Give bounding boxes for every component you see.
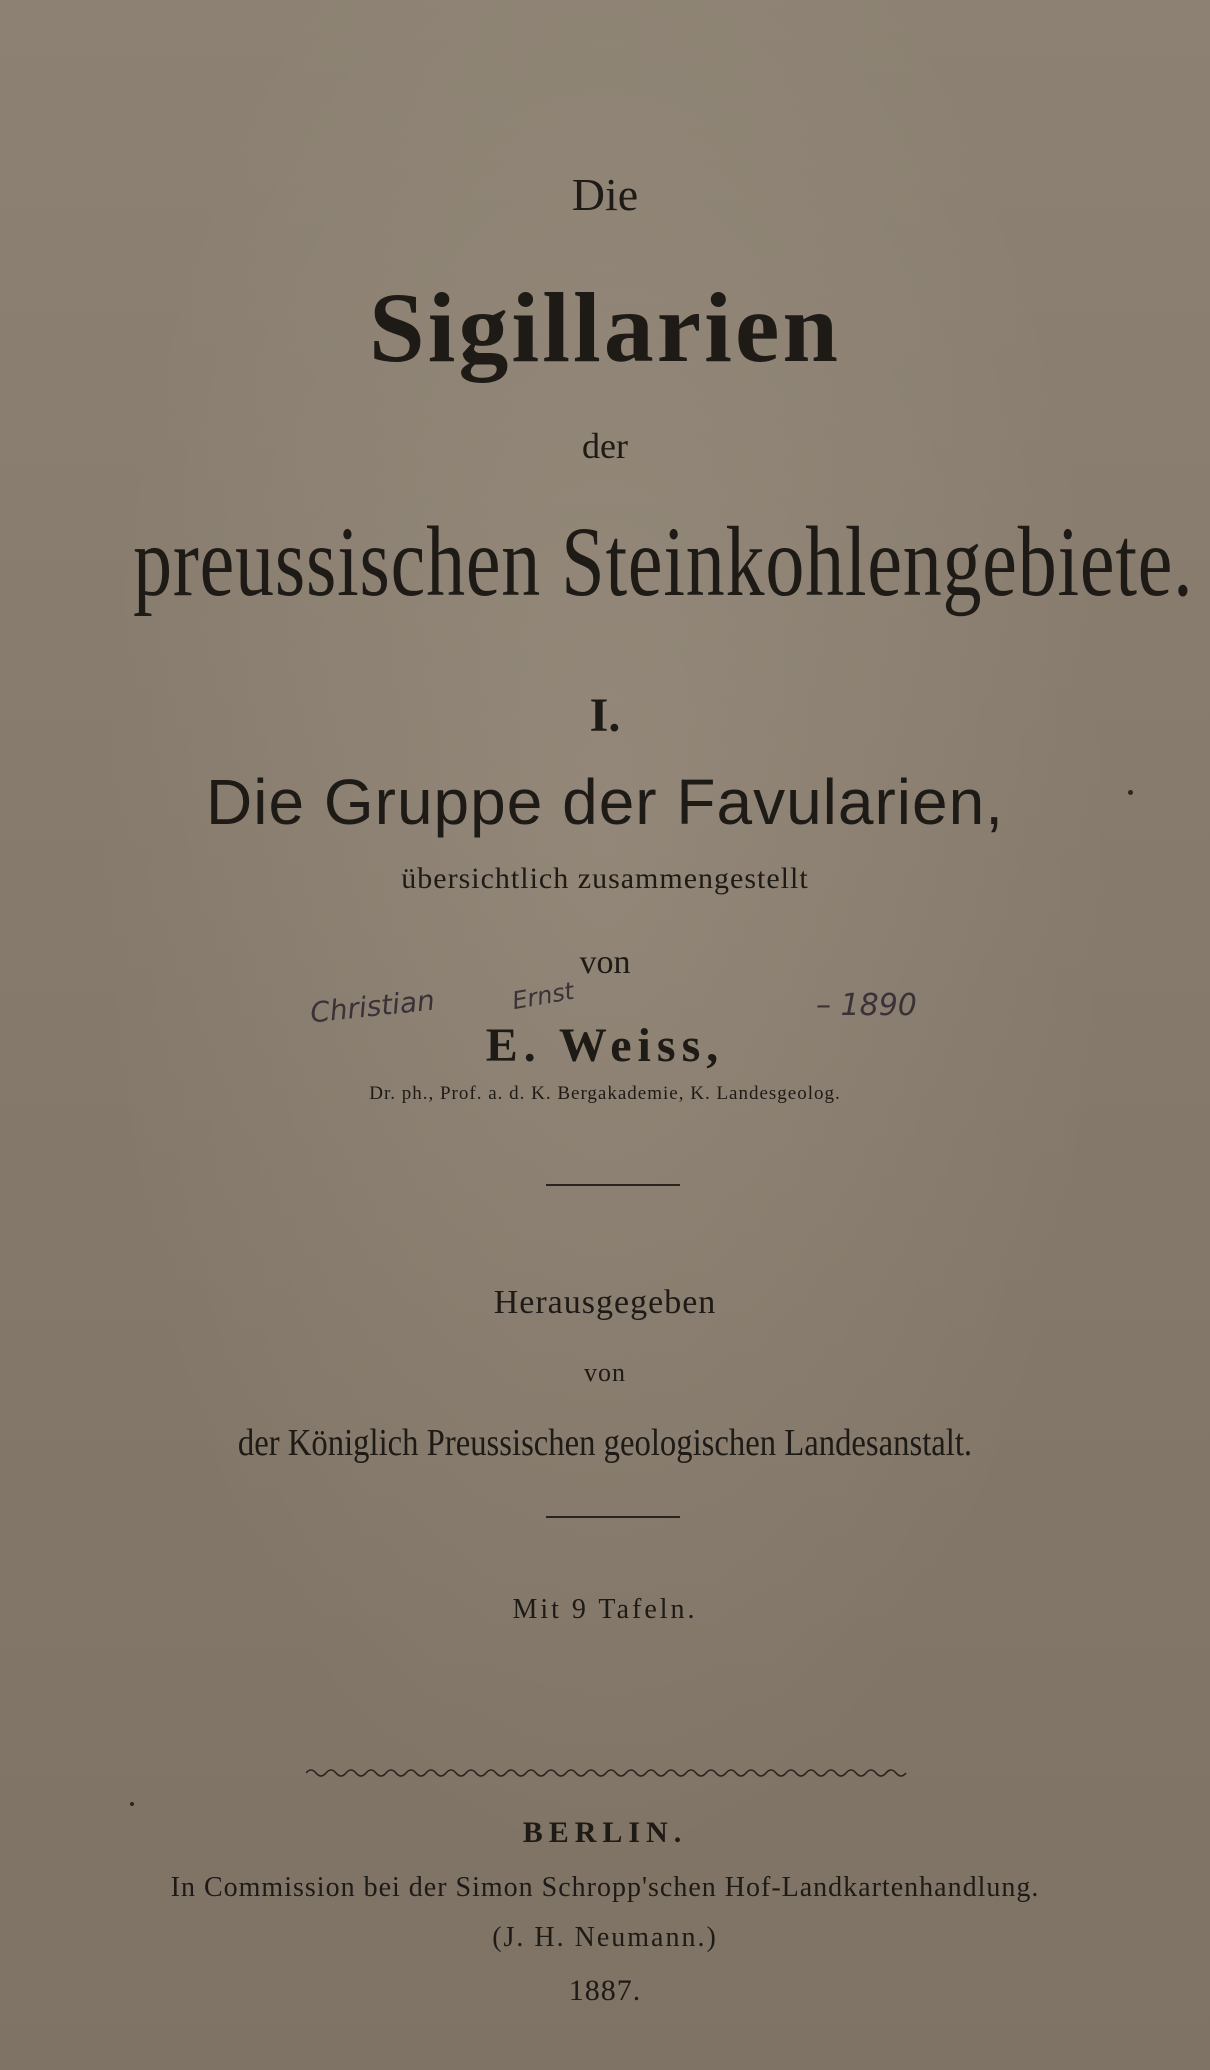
publisher-name: der Königlich Preussischen geologischen Landesanstalt. [237, 1422, 973, 1464]
handwritten-second-name: Ernst [510, 976, 577, 1016]
subtitle-uebersichtlich: übersichtlich zusammengestellt [401, 862, 809, 895]
wavy-ornament-divider [306, 1766, 910, 1780]
handwritten-death-year: – 1890 [816, 988, 917, 1023]
handwritten-first-name: Christian [308, 983, 437, 1030]
von-publisher: von [584, 1358, 626, 1387]
plates-count: Mit 9 Tafeln. [512, 1594, 698, 1625]
title-preussischen-steinkohlengebiete: preussischen Steinkohlengebiete. [133, 506, 1194, 617]
subtitle-gruppe-favularien: Die Gruppe der Favularien, [206, 766, 1004, 838]
title-die: Die [571, 169, 639, 220]
title-sigillarien: Sigillarien [369, 272, 841, 383]
imprint-commission: In Commission bei der Simon Schropp'schen Hof-Landkartenhandlung. [170, 1872, 1040, 1903]
imprint-neumann: (J. H. Neumann.) [492, 1922, 718, 1953]
author-credentials: Dr. ph., Prof. a. d. K. Bergakademie, K. Landesgeolog. [369, 1083, 841, 1104]
von-author: von [579, 944, 631, 981]
herausgegeben: Herausgegeben [493, 1284, 717, 1321]
title-der: der [582, 426, 628, 466]
paper-speck [130, 1802, 134, 1806]
divider-rule-bottom [546, 1516, 680, 1518]
author-name: E. Weiss, [485, 1019, 725, 1072]
imprint-year: 1887. [568, 1974, 642, 2007]
paper-speck [1128, 790, 1133, 795]
divider-rule-top [546, 1184, 680, 1186]
volume-number: I. [589, 689, 621, 742]
imprint-city: BERLIN. [522, 1816, 688, 1849]
